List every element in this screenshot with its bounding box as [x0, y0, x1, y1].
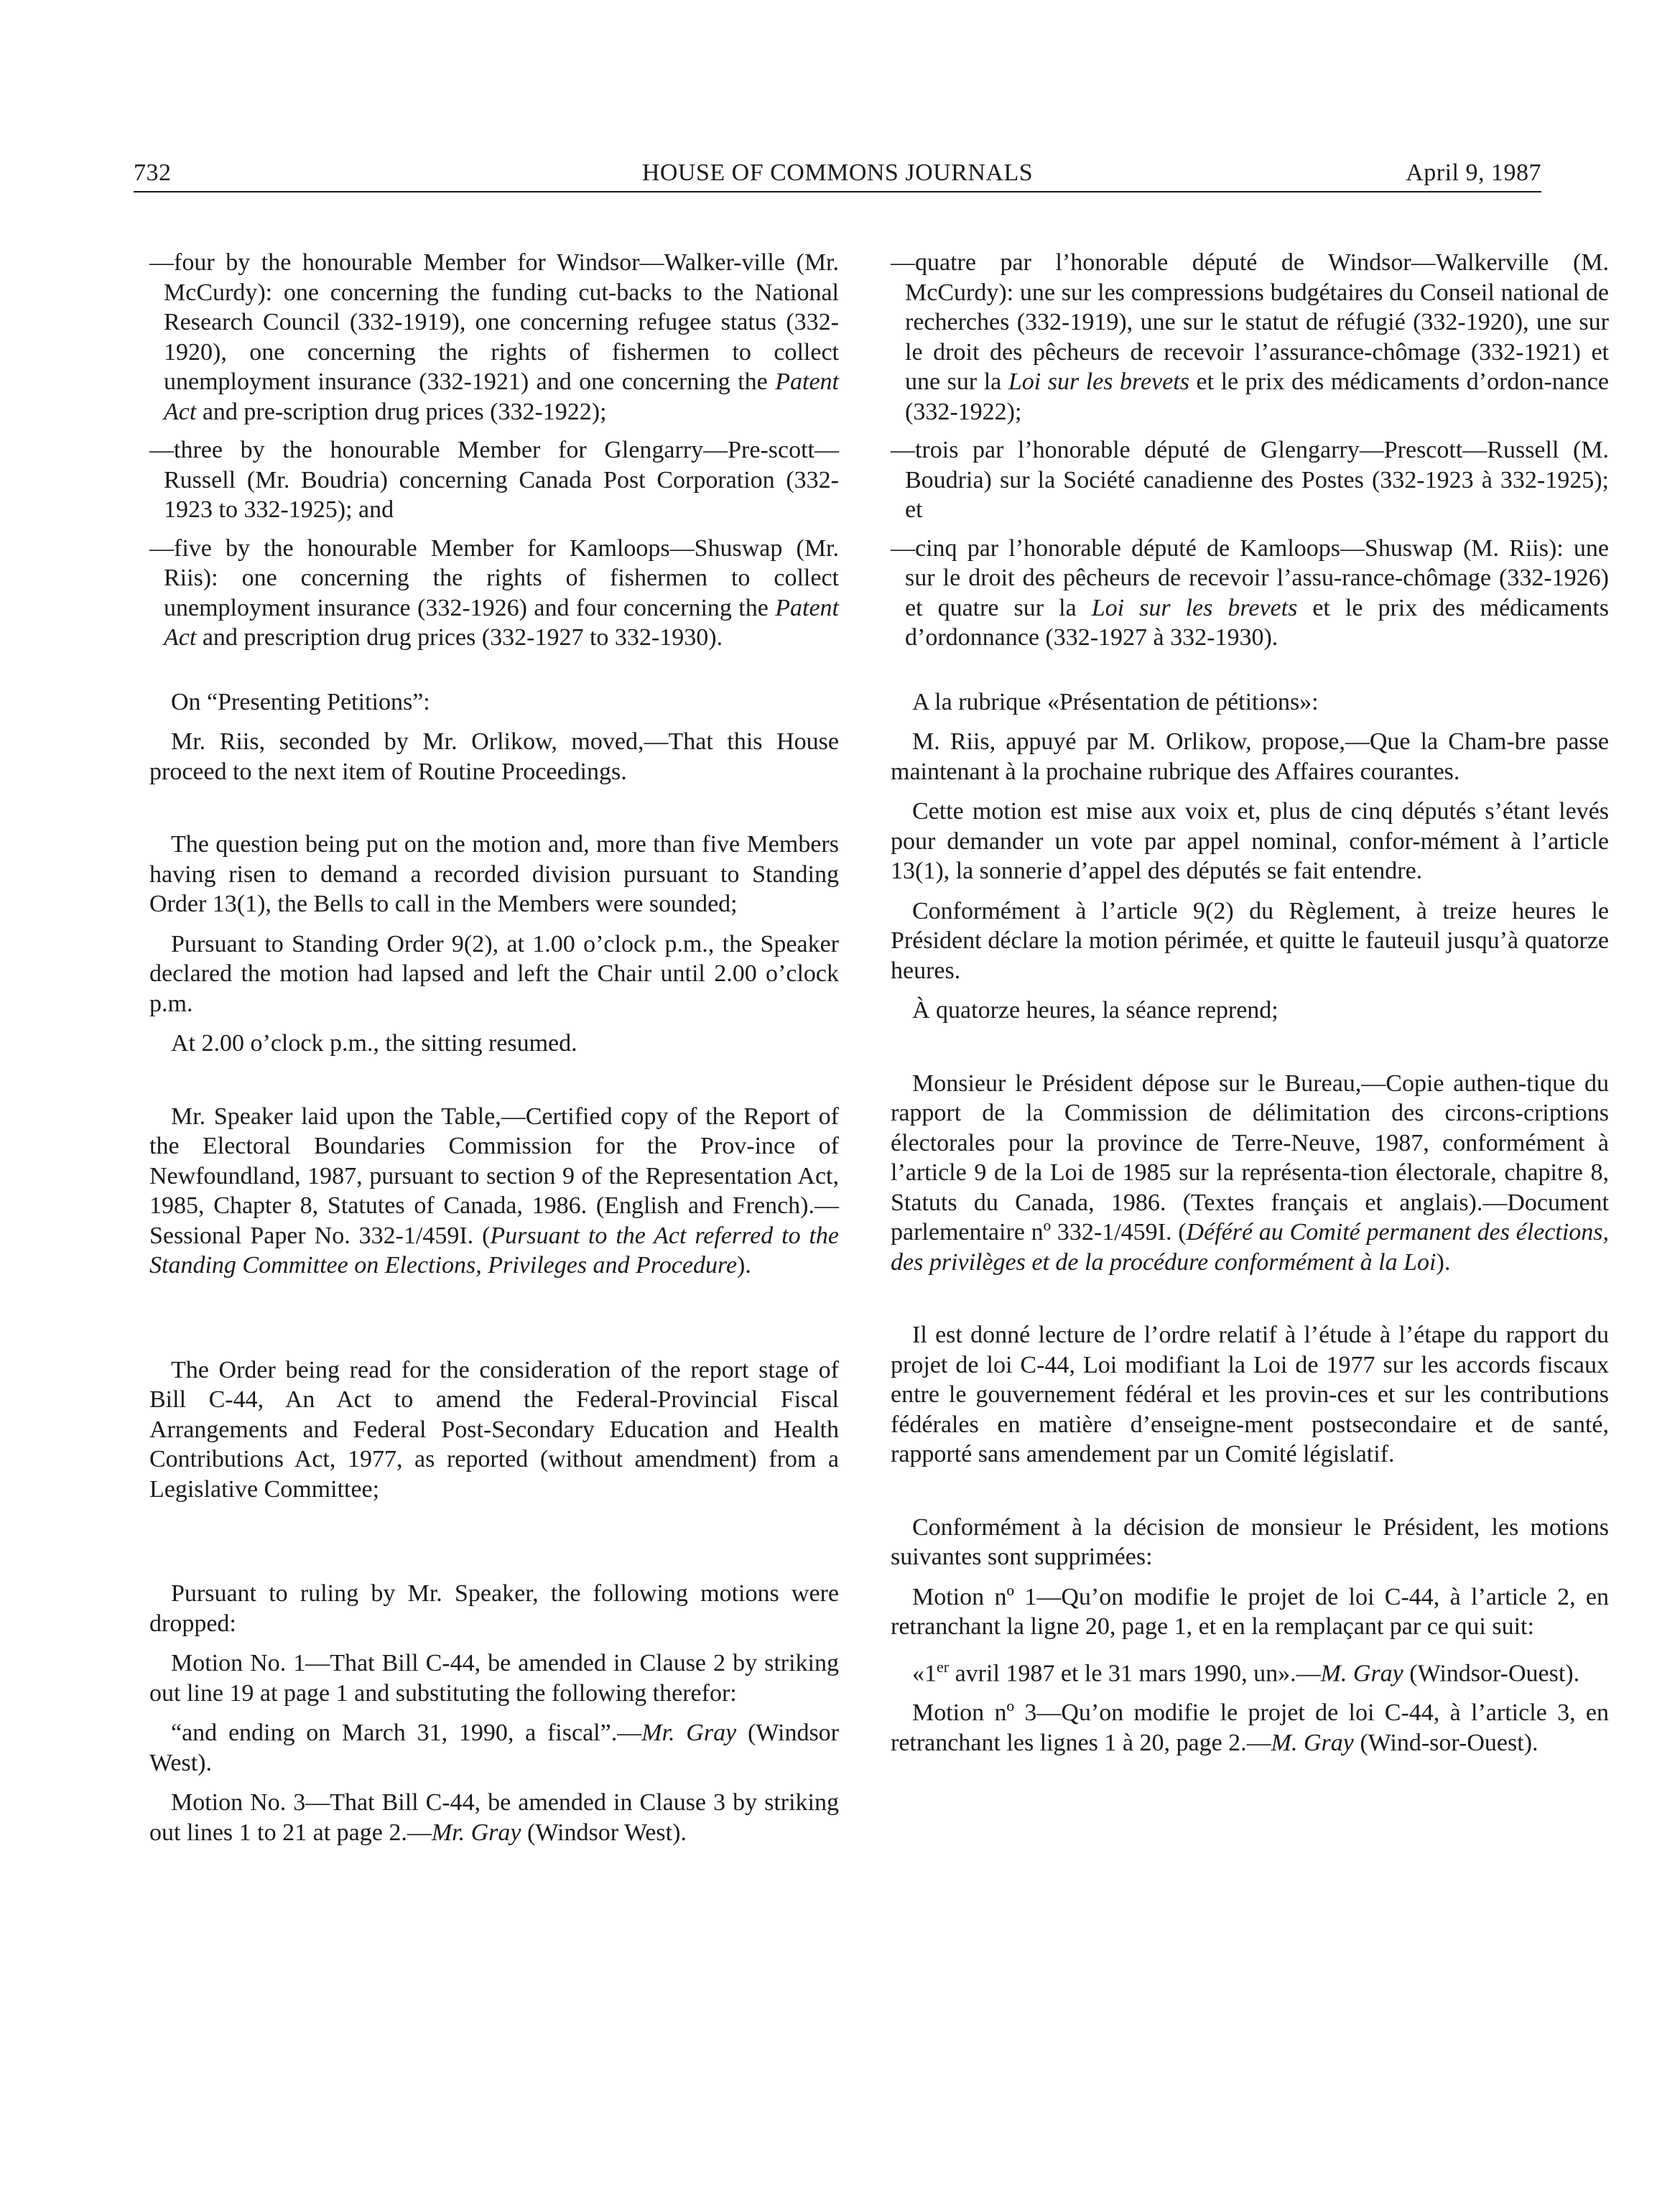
riis-motion: Mr. Riis, seconded by Mr. Orlikow, moved,—That this House proceed to the next item of Routine Proceedings.	[149, 728, 839, 785]
sitting-resumed: At 2.00 o’clock p.m., the sitting resumed.	[171, 1030, 577, 1057]
ruling-paragraph-fr: Conformément à la décision de monsieur le Président, les motions suivantes sont supprimées:	[891, 1513, 1609, 1570]
page-number: 732	[134, 159, 172, 186]
speaker-tabled-paragraph-fr: Monsieur le Président dépose sur le Bureau,—Copie authen-tique du rapport de la Commission de délimitation des circons-criptions électorales pour la province de Terre-Neuve, 1987, conformément à l’article 9 de la Loi de 1985 sur la représenta-tion électorale, chapitre 8, Statuts du Canada, 1986. (Textes français et anglais).—Document parlementaire nº 332-1/459I. (Déféré au Comité permanent des élections, des privilèges et de la procédure conformément à la Loi).	[891, 1070, 1610, 1276]
page-header	[134, 148, 1541, 192]
motion-1-quote: “and ending on March 31, 1990, a fiscal”.—Mr. Gray (Windsor West).	[149, 1720, 840, 1776]
question-paragraph: The question being put on the motion and, more than five Members having risen to demand a recorded division pursuant to Standing Order 13(1), the Bells to call in the Members were sounded;	[149, 831, 839, 917]
french-column	[891, 248, 1609, 1768]
english-column	[149, 248, 839, 1857]
motion-1: Motion No. 1—That Bill C-44, be amended in Clause 2 by striking out line 19 at page 1 and substituting the following therefor:	[149, 1650, 839, 1707]
motion-3-fr: Motion nº 3—Qu’on modifie le projet de loi C-44, à l’article 3, en retranchant les lignes 1 à 20, page 2.—M. Gray (Wind-sor-Ouest).	[891, 1699, 1609, 1756]
petition-item-glengarry: —three by the honourable Member for Glengarry—Pre-scott—Russell (Mr. Boudria) concerning Canada Post Corporation (332-1923 to 332-1925); and	[149, 437, 839, 523]
petition-item-glengarry-fr: —trois par l’honorable député de Glengarry—Prescott—Russell (M. Boudria) sur la Société canadienne des Postes (332-1923 à 332-1925); et	[891, 437, 1609, 523]
presenting-petitions-heading: On “Presenting Petitions”:	[171, 688, 430, 715]
riis-motion-fr: M. Riis, appuyé par M. Orlikow, propose,—Que la Cham-bre passe maintenant à la prochaine rubrique des Affaires courantes.	[891, 728, 1609, 785]
motion-1-quote-fr: «1er avril 1987 et le 31 mars 1990, un».—M. Gray (Windsor-Ouest).	[912, 1657, 1580, 1687]
motion-1-fr: Motion nº 1—Qu’on modifie le projet de loi C-44, à l’article 2, en retranchant la ligne 20, page 1, et en la remplaçant par ce qui suit:	[891, 1583, 1609, 1640]
motion-3: Motion No. 3—That Bill C-44, be amended in Clause 3 by striking out lines 1 to 21 at page 2.—Mr. Gray (Windsor West).	[149, 1789, 839, 1846]
journal-date: April 9, 1987	[1406, 159, 1541, 186]
speaker-tabled-paragraph: Mr. Speaker laid upon the Table,—Certified copy of the Report of the Electoral Boundaries Commission for the Prov-ince of Newfoundland, 1987, pursuant to section 9 of the Representation Act, 1985, Chapter 8, Statutes of Canada, 1986. (English and French).—Sessional Paper No. 332-1/459I. (Pursuant to the Act referred to the Standing Committee on Elections, Privileges and Procedure).	[149, 1103, 839, 1279]
sitting-resumed-fr: À quatorze heures, la séance reprend;	[912, 997, 1278, 1024]
bill-order-paragraph-fr: Il est donné lecture de l’ordre relatif à l’étude à l’étape du rapport du projet de loi C-44, Loi modifiant la Loi de 1977 sur les accords fiscaux entre le gouvernement fédéral et les provin-ces et sur les contributions fédérales en matière d’enseigne-ment postsecondaire et de santé, rapporté sans amendement par un Comité législatif.	[891, 1322, 1609, 1467]
petition-item-windsor-fr: —quatre par l’honorable député de Windsor—Walkerville (M. McCurdy): une sur les compressions budgétaires du Conseil national de recherches (332-1919), une sur le statut de réfugié (332-1920), une sur le droit des pêcheurs de recevoir l’assurance-chômage (332-1921) et une sur la Loi sur les brevets et le prix des médicaments d’ordon-nance (332-1922);	[891, 249, 1609, 425]
journal-title: HOUSE OF COMMONS JOURNALS	[641, 159, 1034, 186]
ruling-paragraph: Pursuant to ruling by Mr. Speaker, the following motions were dropped:	[149, 1580, 839, 1637]
question-paragraph-fr: Cette motion est mise aux voix et, plus de cinq députés s’étant levés pour demander un vote par appel nominal, confor-mément à l’article 13(1), la sonnerie d’appel des députés se fait entendre.	[891, 798, 1609, 884]
petition-item-kamloops: —five by the honourable Member for Kamloops—Shuswap (Mr. Riis): one concerning the rights of fishermen to collect unemployment insurance (332-1926) and four concerning the Patent Act and prescription drug prices (332-1927 to 332-1930).	[149, 534, 839, 651]
standing-order-paragraph-fr: Conformément à l’article 9(2) du Règlement, à treize heures le Président déclare la motion périmée, et quitte le fauteuil jusqu’à quatorze heures.	[891, 897, 1609, 984]
petition-item-kamloops-fr: —cinq par l’honorable député de Kamloops—Shuswap (M. Riis): une sur le droit des pêcheurs de recevoir l’assu-rance-chômage (332-1926) et quatre sur la Loi sur les brevets et le prix des médicaments d’ordonnance (332-1927 à 332-1930).	[891, 534, 1610, 651]
presenting-petitions-heading-fr: A la rubrique «Présentation de pétitions»:	[912, 688, 1319, 715]
petition-item-windsor: —four by the honourable Member for Windsor—Walker-ville (Mr. McCurdy): one concerning the funding cut-backs to the National Research Council (332-1919), one concerning refugee status (332-1920), one concerning the rights of fishermen to collect unemployment insurance (332-1921) and one concerning the Patent Act and pre-scription drug prices (332-1922);	[149, 249, 839, 425]
bill-order-paragraph: The Order being read for the consideration of the report stage of Bill C-44, An Act to amend the Federal-Provincial Fiscal Arrangements and Federal Post-Secondary Education and Health Contributions Act, 1977, as reported (without amendment) from a Legislative Committee;	[149, 1356, 839, 1503]
standing-order-paragraph: Pursuant to Standing Order 9(2), at 1.00 o’clock p.m., the Speaker declared the motion had lapsed and left the Chair until 2.00 o’clock p.m.	[149, 930, 839, 1017]
